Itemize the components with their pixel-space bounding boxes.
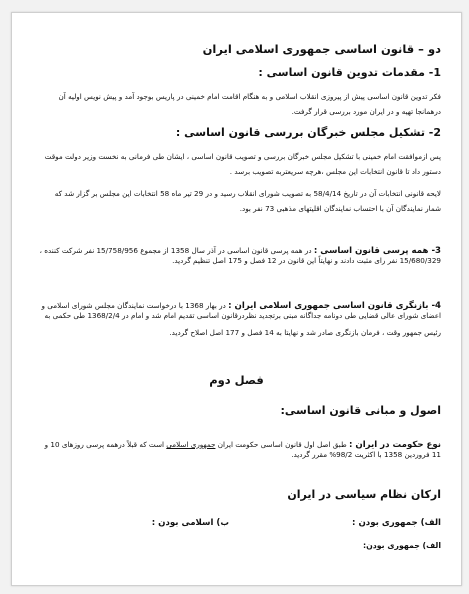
section-2-line-2: دستور داد تا قانون انتخابات این مجلس ،هرچه سریعتربه تصویب برسد . <box>229 167 441 176</box>
section-2-line-1: پس ازموافقت امام خمینی با تشکیل مجلس خبرگان بررسی و تصویب قانون اساسی ، ایشان طی فرمانی به نخست وزیر دولت موقت <box>44 152 441 161</box>
section-4-line-1 <box>42 293 441 312</box>
section-1-line-2: درهمانجا تهیه و در ایران مورد بررسی قرار گرفت. <box>291 107 441 116</box>
chapter-title: فصل دوم <box>209 373 264 387</box>
section-3-line-1 <box>40 238 441 257</box>
pillars-heading: ارکان نظام سیاسی در ایران <box>287 488 441 501</box>
government-type-line-2: 11 فروردین 1358 با اکثریت 98/2% مقرر گردید. <box>291 450 441 459</box>
principles-heading: اصول و مبانی قانون اساسی: <box>280 404 441 417</box>
section-1-line-1: فکر تدوین قانون اساسی پیش از پیروزی انقلاب اسلامی و به هنگام اقامت امام خمینی در پاریس بوجود آمد و پیش نویس اولیه آن <box>58 92 441 101</box>
government-type-label: نوع حکومت در ایران : <box>348 440 441 450</box>
section-3-heading: 3- همه پرسی قانون اساسی : <box>313 246 441 256</box>
government-type-text-a: طبق اصل اول قانون اساسی حکومت ایران <box>215 440 349 449</box>
document-page <box>11 12 462 586</box>
section-4-text: در بهار 1368 با درخواست نمایندگان مجلس شورای اسلامی و <box>41 301 229 310</box>
section-2-line-4: شمار نمایندگان آن با احتساب نمایندگان اقلیتهای مذهبی 73 نفر بود. <box>239 204 441 213</box>
government-type-text-b: است که قبلاً درهمه پرسی روزهای 10 و <box>44 440 167 449</box>
section-2-line-3: لایحه قانونی انتخابات آن در تاریخ 58/4/14 به تصویب شورای انقلاب رسید و در 29 تیر ماه 58 انتخابات این مجلس بر گزار شد که <box>54 189 441 198</box>
government-type-line-1 <box>45 432 441 451</box>
section-1-heading: 1- مقدمات تدوین قانون اساسی : <box>258 66 441 79</box>
pillar-islamic: ب) اسلامی بودن : <box>151 518 229 528</box>
document-title: دو – قانون اساسی جمهوری اسلامی ایران <box>202 42 441 56</box>
section-4-heading: 4- بازنگری قانون اساسی جمهوری اسلامی ایران : <box>228 301 441 311</box>
government-type-underlined: جمهوری اسلامی <box>166 440 216 449</box>
section-4-line-3: رئیس جمهور وقت ، فرمان بازنگری صادر شد و نهایتا به 14 فصل و 177 اصل اصلاح گردید. <box>169 328 441 337</box>
section-4-line-2: اعضای شورای عالی قضایی طی دونامه جداگانه مبنی برتجدید نظردرقانون اساسی تقدیم امام شد و امام در 1368/2/4 طی حکمی به <box>44 311 441 320</box>
pillar-republic: الف) جمهوری بودن : <box>352 518 441 528</box>
section-3-text: در همه پرسی قانون اساسی در آذر سال 1358 از مجموع 15/758/956 نفر شرکت کننده ، <box>39 246 314 255</box>
pillar-republic-sub: الف) جمهوری بودن: <box>363 541 441 550</box>
section-3-line-2: 15/680/329 نفر رای مثبت دادند و نهایتاً این قانون در 12 فصل و 175 اصل تنظیم گردید. <box>172 256 441 265</box>
section-2-heading: 2- تشکیل مجلس خبرگان بررسی قانون اساسی : <box>175 126 441 139</box>
